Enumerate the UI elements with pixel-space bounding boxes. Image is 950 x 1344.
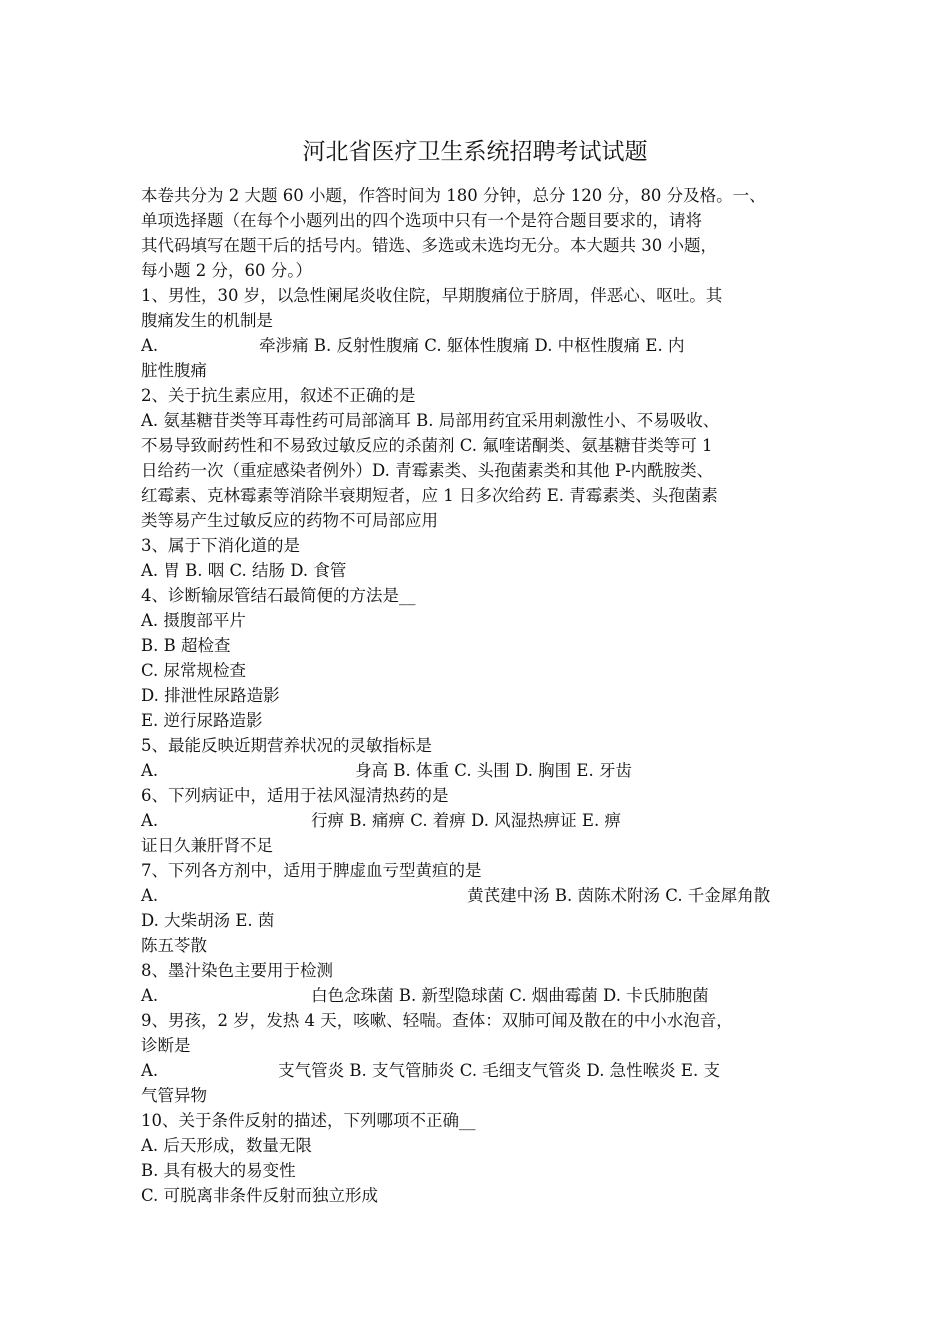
question-5-stem: 5、最能反映近期营养状况的灵敏指标是 bbox=[141, 736, 432, 755]
question-2-options: 类等易产生过敏反应的药物不可局部应用 bbox=[141, 511, 438, 530]
question-4-option: B. B 超检查 bbox=[141, 636, 231, 655]
intro-line: 每小题 2 分，60 分。） bbox=[141, 261, 312, 280]
question-6-stem: 6、下列病证中，适用于祛风湿清热药的是 bbox=[141, 786, 449, 805]
question-7-options-cont: 陈五苓散 bbox=[141, 936, 207, 955]
question-2-options: 不易导致耐药性和不易致过敏反应的杀菌剂 C. 氟喹诺酮类、氨基糖苷类等可 1 bbox=[141, 436, 713, 455]
question-9-options-cont: 气管异物 bbox=[141, 1086, 207, 1105]
question-4-stem: 4、诊断输尿管结石最简便的方法是__ bbox=[141, 586, 416, 605]
options-text: 黄芪建中汤 B. 茵陈术附汤 C. 千金犀角散 bbox=[467, 886, 771, 905]
options-text: 白色念珠菌 B. 新型隐球菌 C. 烟曲霉菌 D. 卡氏肺胞菌 bbox=[311, 986, 709, 1005]
option-a-label: A. bbox=[141, 811, 159, 830]
question-7-options-cont: D. 大柴胡汤 E. 茵 bbox=[141, 911, 275, 930]
intro-line: 其代码填写在题干后的括号内。错选、多选或未选均无分。本大题共 30 小题， bbox=[141, 236, 717, 255]
question-4-option: D. 排泄性尿路造影 bbox=[141, 686, 280, 705]
option-a-label: A. bbox=[141, 886, 159, 905]
intro-line: 单项选择题（在每个小题列出的四个选项中只有一个是符合题目要求的，请将 bbox=[141, 211, 702, 230]
options-text: 牵涉痛 B. 反射性腹痛 C. 躯体性腹痛 D. 中枢性腹痛 E. 内 bbox=[259, 336, 685, 355]
options-text: 支气管炎 B. 支气管肺炎 C. 毛细支气管炎 D. 急性喉炎 E. 支 bbox=[278, 1061, 720, 1080]
question-4-option: C. 尿常规检查 bbox=[141, 661, 247, 680]
option-a-label: A. bbox=[141, 761, 159, 780]
option-a-label: A. bbox=[141, 986, 159, 1005]
option-a-label: A. bbox=[141, 336, 159, 355]
question-8-stem: 8、墨汁染色主要用于检测 bbox=[141, 961, 333, 980]
question-7-stem: 7、下列各方剂中，适用于脾虚血亏型黄疸的是 bbox=[141, 861, 482, 880]
question-3-options: A. 胃 B. 咽 C. 结肠 D. 食管 bbox=[141, 561, 347, 580]
page-title: 河北省医疗卫生系统招聘考试试题 bbox=[302, 139, 648, 165]
question-6-options-cont: 证日久兼肝肾不足 bbox=[141, 836, 273, 855]
question-7-options bbox=[141, 884, 770, 908]
question-2-options: 日给药一次（重症感染者例外）D. 青霉素类、头孢菌素类和其他 P-内酰胺类、 bbox=[141, 461, 714, 480]
options-text: 行痹 B. 痛痹 C. 着痹 D. 风湿热痹证 E. 痹 bbox=[311, 811, 621, 830]
question-5-options bbox=[141, 759, 632, 783]
intro-line: 本卷共分为 2 大题 60 小题，作答时间为 180 分钟，总分 120 分，80 分及格。一、 bbox=[141, 186, 766, 205]
question-10-option: B. 具有极大的易变性 bbox=[141, 1161, 296, 1180]
question-10-stem: 10、关于条件反射的描述，下列哪项不正确__ bbox=[141, 1111, 476, 1130]
question-9-stem: 诊断是 bbox=[141, 1036, 191, 1055]
question-9-options bbox=[141, 1059, 720, 1083]
question-2-options: A. 氨基糖苷类等耳毒性药可局部滴耳 B. 局部用药宜采用刺激性小、不易吸收、 bbox=[141, 411, 720, 430]
question-2-stem: 2、关于抗生素应用，叙述不正确的是 bbox=[141, 386, 416, 405]
question-2-options: 红霉素、克林霉素等消除半衰期短者，应 1 日多次给药 E. 青霉素类、头孢菌素 bbox=[141, 486, 718, 505]
question-1-options-cont: 脏性腹痛 bbox=[141, 361, 207, 380]
question-1-stem: 腹痛发生的机制是 bbox=[141, 311, 273, 330]
question-1-options bbox=[141, 334, 684, 358]
question-6-options bbox=[141, 809, 621, 833]
question-10-option: C. 可脱离非条件反射而独立形成 bbox=[141, 1186, 379, 1205]
option-a-label: A. bbox=[141, 1061, 159, 1080]
question-10-option: A. 后天形成，数量无限 bbox=[141, 1136, 312, 1155]
question-4-option: A. 摄腹部平片 bbox=[141, 611, 246, 630]
question-1-stem: 1、男性，30 岁，以急性阑尾炎收住院，早期腹痛位于脐周，伴恶心、呕吐。其 bbox=[141, 286, 723, 305]
question-3-stem: 3、属于下消化道的是 bbox=[141, 536, 300, 555]
question-4-option: E. 逆行尿路造影 bbox=[141, 711, 263, 730]
question-8-options bbox=[141, 984, 709, 1008]
options-text: 身高 B. 体重 C. 头围 D. 胸围 E. 牙齿 bbox=[355, 761, 632, 780]
question-9-stem: 9、男孩，2 岁，发热 4 天，咳嗽、轻喘。查体：双肺可闻及散在的中小水泡音， bbox=[141, 1011, 733, 1030]
